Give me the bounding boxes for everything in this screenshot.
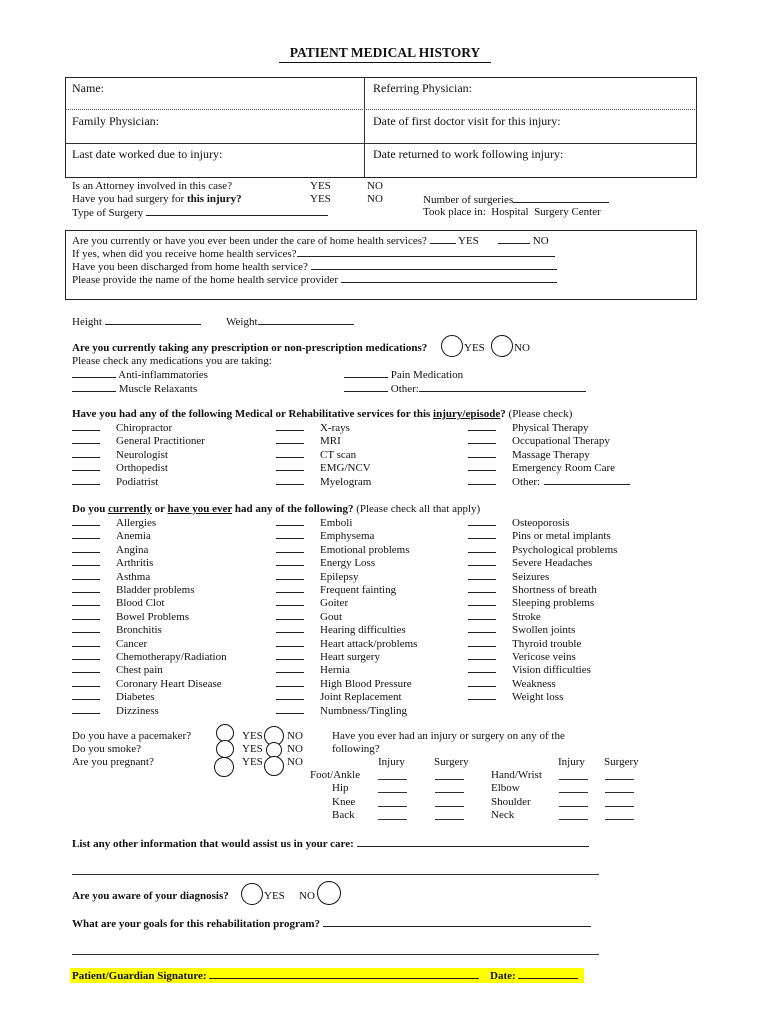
condition-item[interactable] xyxy=(276,529,374,543)
surgery-center-option[interactable]: Surgery Center xyxy=(534,206,601,218)
service-item[interactable] xyxy=(468,421,588,435)
checkbox-line[interactable] xyxy=(72,448,100,458)
pacemaker-yes-label: YES xyxy=(242,730,263,742)
injury-left-row-label: Back xyxy=(332,809,355,822)
checkbox-line[interactable] xyxy=(468,583,496,593)
condition-item[interactable] xyxy=(72,543,148,557)
item-label: Blood Clot xyxy=(116,597,165,610)
checkbox-line[interactable] xyxy=(276,690,304,700)
diagnosis-yes-label: YES xyxy=(264,890,285,902)
condition-item[interactable] xyxy=(276,663,350,677)
injury-right-row-injury-blank[interactable] xyxy=(559,819,588,820)
checkbox-line[interactable] xyxy=(276,570,304,580)
checkbox-line[interactable] xyxy=(468,650,496,660)
checkbox-line[interactable] xyxy=(72,529,100,539)
smoke-yes-radio[interactable] xyxy=(216,740,234,758)
item-label: Heart surgery xyxy=(320,651,380,663)
diagnosis-no-label: NO xyxy=(299,890,315,902)
checkbox-line[interactable] xyxy=(468,570,496,580)
injury-right-row-surgery-blank[interactable] xyxy=(605,806,634,807)
med-other[interactable]: Other: xyxy=(344,382,586,396)
diagnosis-question: Are you aware of your diagnosis? xyxy=(72,890,229,902)
checkbox-line[interactable] xyxy=(276,610,304,620)
item-label: General Practitioner xyxy=(116,435,205,448)
condition-item[interactable] xyxy=(72,690,154,704)
checkbox-line[interactable] xyxy=(72,543,100,553)
checkbox-line[interactable] xyxy=(468,623,496,633)
condition-item[interactable] xyxy=(468,637,581,651)
item-label: Hearing difficulties xyxy=(320,624,406,637)
other-info-question[interactable]: List any other information that would assist us in your care: xyxy=(72,837,589,851)
condition-item[interactable] xyxy=(72,650,227,664)
condition-item[interactable] xyxy=(468,596,594,610)
item-label: Podiatrist xyxy=(116,475,159,488)
injury-right-row-injury-blank[interactable] xyxy=(559,806,588,807)
condition-item[interactable] xyxy=(276,570,359,584)
item-label: Bronchitis xyxy=(116,624,162,637)
service-item[interactable] xyxy=(468,448,590,462)
injury-right-row-label: Neck xyxy=(491,809,515,822)
item-label: Emphysema xyxy=(320,530,375,543)
item-label: Joint Replacement xyxy=(320,691,402,704)
item-label: Osteoporosis xyxy=(512,517,570,529)
medications-question: Are you currently taking any prescription or non-prescription medications? xyxy=(72,342,428,354)
injury-left-row-label: Knee xyxy=(332,795,356,808)
condition-item[interactable] xyxy=(468,677,556,691)
service-item[interactable] xyxy=(72,448,168,462)
item-label: Other: xyxy=(512,475,541,488)
injury-left-row-label: Foot/Ankle xyxy=(310,769,361,781)
service-item[interactable] xyxy=(276,475,371,489)
checkbox-line[interactable] xyxy=(468,556,496,566)
medications-prompt: Please check any medications you are taking: xyxy=(72,355,272,367)
item-label: Shortness of breath xyxy=(512,584,597,596)
home-health-when[interactable]: If yes, when did you receive home health services? xyxy=(72,247,555,261)
condition-item[interactable] xyxy=(468,556,592,570)
condition-item[interactable] xyxy=(276,637,417,651)
pregnant-question: Are you pregnant? xyxy=(72,756,154,768)
checkbox-line[interactable] xyxy=(276,663,304,673)
item-label: Neurologist xyxy=(116,448,168,461)
item-label: Allergies xyxy=(116,517,157,529)
item-label: Weight loss xyxy=(512,691,564,704)
checkbox-line[interactable] xyxy=(72,583,100,593)
header-row-line-1 xyxy=(65,109,697,110)
checkbox-line[interactable] xyxy=(72,623,100,633)
injury-right-row-label: Shoulder xyxy=(491,795,531,808)
checkbox-line[interactable] xyxy=(468,596,496,606)
condition-item[interactable] xyxy=(72,623,162,637)
checkbox-line[interactable] xyxy=(468,448,496,458)
item-label: Diabetes xyxy=(116,691,155,704)
checkbox-line[interactable] xyxy=(468,663,496,673)
checkbox-line[interactable] xyxy=(72,650,100,660)
injury-left-row-surgery-blank[interactable] xyxy=(435,806,464,807)
attorney-no[interactable]: NO xyxy=(367,180,383,192)
condition-item[interactable] xyxy=(72,556,153,570)
item-label: X-rays xyxy=(320,422,350,434)
condition-item[interactable] xyxy=(276,596,348,610)
header-divider xyxy=(364,77,365,178)
item-label: EMG/NCV xyxy=(320,462,371,475)
item-label: Arthritis xyxy=(116,557,154,570)
item-label: Stroke xyxy=(512,610,541,623)
medications-no-radio[interactable] xyxy=(491,335,513,357)
injury-header-right: Injury xyxy=(558,756,585,768)
condition-item[interactable] xyxy=(468,529,611,543)
item-label: Vision difficulties xyxy=(512,664,591,677)
condition-item[interactable] xyxy=(468,623,575,637)
item-label: Emotional problems xyxy=(320,543,410,556)
attorney-yes[interactable]: YES xyxy=(310,180,331,192)
item-label: Pins or metal implants xyxy=(512,530,611,543)
item-label: High Blood Pressure xyxy=(320,677,412,690)
condition-item[interactable] xyxy=(468,543,617,557)
checkbox-line[interactable] xyxy=(276,461,304,471)
checkbox-line[interactable] xyxy=(468,610,496,620)
service-item[interactable] xyxy=(72,421,172,435)
condition-item[interactable] xyxy=(72,637,147,651)
checkbox-line[interactable] xyxy=(72,461,100,471)
checkbox-line[interactable] xyxy=(72,663,100,673)
medications-yes-label: YES xyxy=(464,342,485,354)
checkbox-line[interactable] xyxy=(468,421,496,431)
checkbox-line[interactable] xyxy=(468,529,496,539)
surgery-no[interactable]: NO xyxy=(367,193,383,205)
home-health-yes[interactable]: YES xyxy=(458,235,479,247)
item-label: Asthma xyxy=(116,570,151,583)
condition-item[interactable] xyxy=(72,570,150,584)
checkbox-line[interactable] xyxy=(468,475,496,485)
checkbox-line[interactable] xyxy=(276,475,304,485)
height-field[interactable]: Height xyxy=(72,315,201,329)
checkbox-line[interactable] xyxy=(276,596,304,606)
checkbox-line[interactable] xyxy=(276,677,304,687)
title-underline xyxy=(279,62,491,63)
injury-question-line2: following? xyxy=(332,743,380,755)
item-label: MRI xyxy=(320,435,341,448)
item-label: Myelogram xyxy=(320,475,372,488)
item-label: Sleeping problems xyxy=(512,597,595,610)
service-item[interactable] xyxy=(276,448,356,462)
checkbox-line[interactable] xyxy=(276,448,304,458)
medications-yes-radio[interactable] xyxy=(441,335,463,357)
other-info-line[interactable] xyxy=(72,874,599,875)
injury-right-row-surgery-blank[interactable] xyxy=(605,819,634,820)
referring-physician-field[interactable]: Referring Physician: xyxy=(373,81,472,95)
weight-field[interactable]: Weight xyxy=(226,315,354,329)
item-label: Gout xyxy=(320,610,342,623)
item-label: Anemia xyxy=(116,530,151,543)
condition-item[interactable] xyxy=(72,663,163,677)
condition-item[interactable] xyxy=(276,690,402,704)
service-item[interactable] xyxy=(276,421,350,435)
checkbox-line[interactable] xyxy=(72,421,100,431)
injury-right-row-injury-blank[interactable] xyxy=(559,779,588,780)
service-item[interactable] xyxy=(276,434,341,448)
condition-item[interactable] xyxy=(276,650,380,664)
goals-question[interactable]: What are your goals for this rehabilitation program? xyxy=(72,917,591,931)
condition-item[interactable] xyxy=(468,583,597,597)
checkbox-line[interactable] xyxy=(468,461,496,471)
smoke-yes-label: YES xyxy=(242,743,263,755)
injury-left-row-surgery-blank[interactable] xyxy=(435,819,464,820)
surgery-yes[interactable]: YES xyxy=(310,193,331,205)
item-label: Occupational Therapy xyxy=(512,435,610,448)
item-label: Heart attack/problems xyxy=(320,637,418,650)
checkbox-line[interactable] xyxy=(468,677,496,687)
checkbox-line[interactable] xyxy=(276,583,304,593)
injury-left-row-injury-blank[interactable] xyxy=(378,806,407,807)
first-visit-field[interactable]: Date of first doctor visit for this injury: xyxy=(373,114,561,128)
checkbox-line[interactable] xyxy=(276,704,304,714)
condition-item[interactable] xyxy=(72,529,151,543)
checkbox-line[interactable] xyxy=(72,704,100,714)
med-muscle-relaxants[interactable]: Muscle Relaxants xyxy=(72,382,197,396)
home-health-no[interactable]: NO xyxy=(532,235,549,247)
item-label: Bladder problems xyxy=(116,584,195,596)
checkbox-line[interactable] xyxy=(72,434,100,444)
injury-left-row-injury-blank[interactable] xyxy=(378,792,407,793)
home-health-discharged[interactable]: Have you been discharged from home health service? xyxy=(72,260,557,274)
condition-item[interactable] xyxy=(468,570,549,584)
condition-item[interactable] xyxy=(276,704,407,718)
checkbox-line[interactable] xyxy=(72,475,100,485)
goals-line[interactable] xyxy=(72,954,599,955)
condition-item[interactable] xyxy=(276,610,342,624)
item-label: Angina xyxy=(116,543,149,556)
item-label: Dizziness xyxy=(116,704,159,717)
med-pain-medication[interactable]: Pain Medication xyxy=(344,368,463,382)
item-label: Hernia xyxy=(320,664,350,677)
condition-item[interactable] xyxy=(468,516,569,530)
page-title: PATIENT MEDICAL HISTORY xyxy=(289,45,481,60)
injury-left-row-label: Hip xyxy=(332,782,349,795)
service-item[interactable] xyxy=(72,475,158,489)
signature-date-field[interactable]: Date: xyxy=(490,969,578,983)
item-label: Bowel Problems xyxy=(116,610,190,623)
checkbox-line[interactable] xyxy=(276,434,304,444)
header-row-line-2 xyxy=(65,143,697,144)
med-anti-inflammatories[interactable]: Anti-inflammatories xyxy=(72,368,208,382)
injury-right-row-surgery-blank[interactable] xyxy=(605,779,634,780)
condition-item[interactable] xyxy=(276,516,352,530)
item-label: Vericose veins xyxy=(512,651,576,663)
condition-item[interactable] xyxy=(468,663,591,677)
checkbox-line[interactable] xyxy=(276,516,304,526)
condition-item[interactable] xyxy=(276,556,375,570)
num-surgeries[interactable]: Number of surgeries xyxy=(423,193,609,207)
condition-item[interactable] xyxy=(72,610,189,624)
injury-right-row-injury-blank[interactable] xyxy=(559,792,588,793)
checkbox-line[interactable] xyxy=(468,516,496,526)
checkbox-line[interactable] xyxy=(72,610,100,620)
diagnosis-no-radio[interactable] xyxy=(317,881,341,905)
signature-field[interactable]: Patient/Guardian Signature: xyxy=(72,969,479,983)
condition-item[interactable] xyxy=(72,677,222,691)
family-physician-field[interactable]: Family Physician: xyxy=(72,114,159,128)
injury-left-row-injury-blank[interactable] xyxy=(378,819,407,820)
service-item[interactable] xyxy=(468,434,610,448)
service-item[interactable] xyxy=(468,461,615,475)
injury-question-line1: Have you ever had an injury or surgery on any of the xyxy=(332,730,565,742)
medications-no-label: NO xyxy=(514,342,530,354)
checkbox-line[interactable] xyxy=(276,623,304,633)
item-label: CT scan xyxy=(320,448,357,461)
item-label: Physical Therapy xyxy=(512,422,589,434)
checkbox-line[interactable] xyxy=(276,637,304,647)
condition-item[interactable] xyxy=(276,677,412,691)
surgery-header-right: Surgery xyxy=(604,756,639,768)
item-label: Energy Loss xyxy=(320,557,376,570)
pacemaker-question: Do you have a pacemaker? xyxy=(72,730,192,742)
checkbox-line[interactable] xyxy=(276,543,304,553)
injury-left-row-injury-blank[interactable] xyxy=(378,779,407,780)
item-label: Cancer xyxy=(116,637,148,650)
checkbox-line[interactable] xyxy=(72,516,100,526)
injury-right-row-surgery-blank[interactable] xyxy=(605,792,634,793)
item-label: Massage Therapy xyxy=(512,448,590,461)
item-label: Epilepsy xyxy=(320,570,359,583)
checkbox-line[interactable] xyxy=(72,690,100,700)
pregnant-yes-radio[interactable] xyxy=(214,757,234,777)
name-field[interactable]: Name: xyxy=(72,81,104,95)
item-label: Chemotherapy/Radiation xyxy=(116,651,227,663)
item-label: Weakness xyxy=(512,677,556,690)
condition-item[interactable] xyxy=(276,543,410,557)
home-health-provider[interactable]: Please provide the name of the home health service provider xyxy=(72,273,557,287)
checkbox-line[interactable] xyxy=(276,650,304,660)
condition-item[interactable] xyxy=(276,583,396,597)
item-label: Emboli xyxy=(320,517,353,529)
home-health-question: Are you currently or have you ever been under the care of home health services? YES NO xyxy=(72,235,549,247)
checkbox-line[interactable] xyxy=(468,690,496,700)
condition-item[interactable] xyxy=(72,596,165,610)
condition-item[interactable] xyxy=(72,704,159,718)
surgery-question: Have you had surgery for this injury? xyxy=(72,193,242,205)
condition-item[interactable] xyxy=(468,610,541,624)
item-label: Seizures xyxy=(512,570,550,583)
checkbox-line[interactable] xyxy=(276,556,304,566)
services-question: Have you had any of the following Medical or Rehabilitative services for this injury/episode? (Please check) xyxy=(72,408,573,420)
checkbox-line[interactable] xyxy=(72,637,100,647)
checkbox-line[interactable] xyxy=(72,556,100,566)
item-label: Orthopedist xyxy=(116,462,168,475)
injury-left-row-surgery-blank[interactable] xyxy=(435,779,464,780)
condition-item[interactable] xyxy=(468,690,563,704)
checkbox-line[interactable] xyxy=(468,434,496,444)
item-label: Thyroid trouble xyxy=(512,637,582,650)
smoke-no-label: NO xyxy=(287,743,303,755)
checkbox-line[interactable] xyxy=(276,421,304,431)
diagnosis-yes-radio[interactable] xyxy=(241,883,263,905)
injury-header-left: Injury xyxy=(378,756,405,768)
item-label: Frequent fainting xyxy=(320,584,397,596)
hospital-option[interactable]: Hospital xyxy=(491,206,529,218)
took-place: Took place in: Hospital Surgery Center xyxy=(423,206,601,218)
service-item[interactable] xyxy=(72,461,168,475)
item-label: Psychological problems xyxy=(512,543,618,556)
service-item[interactable] xyxy=(72,434,205,448)
item-label: Chest pain xyxy=(116,664,163,677)
attorney-question: Is an Attorney involved in this case? xyxy=(72,180,233,192)
conditions-question: Do you currently or have you ever had any of the following? (Please check all that apply) xyxy=(72,503,481,515)
item-label: Severe Headaches xyxy=(512,557,593,570)
item-label: Numbness/Tingling xyxy=(320,704,408,717)
pregnant-yes-label: YES xyxy=(242,756,263,768)
returned-work-field[interactable]: Date returned to work following injury: xyxy=(373,147,564,161)
item-label: Coronary Heart Disease xyxy=(116,677,222,690)
injury-left-row-surgery-blank[interactable] xyxy=(435,792,464,793)
surgery-type[interactable]: Type of Surgery xyxy=(72,206,328,220)
item-label: Emergency Room Care xyxy=(512,462,616,475)
condition-item[interactable] xyxy=(276,623,406,637)
condition-item[interactable] xyxy=(72,583,195,597)
surgery-header-left: Surgery xyxy=(434,756,469,768)
checkbox-line[interactable] xyxy=(276,529,304,539)
pregnant-no-label: NO xyxy=(287,756,303,768)
last-worked-field[interactable]: Last date worked due to injury: xyxy=(72,147,223,161)
pregnant-no-radio[interactable] xyxy=(264,756,284,776)
item-label: Swollen joints xyxy=(512,624,576,637)
pacemaker-no-label: NO xyxy=(287,730,303,742)
injury-right-row-label: Elbow xyxy=(491,782,520,795)
checkbox-line[interactable] xyxy=(468,543,496,553)
condition-item[interactable] xyxy=(72,516,156,530)
checkbox-line[interactable] xyxy=(468,637,496,647)
service-item[interactable] xyxy=(276,461,371,475)
checkbox-line[interactable] xyxy=(72,677,100,687)
service-item[interactable] xyxy=(468,475,630,489)
checkbox-line[interactable] xyxy=(72,570,100,580)
item-label: Goiter xyxy=(320,597,349,610)
item-label: Chiropractor xyxy=(116,422,173,434)
smoke-question: Do you smoke? xyxy=(72,743,142,755)
injury-right-row-label: Hand/Wrist xyxy=(491,769,542,781)
condition-item[interactable] xyxy=(468,650,576,664)
checkbox-line[interactable] xyxy=(72,596,100,606)
